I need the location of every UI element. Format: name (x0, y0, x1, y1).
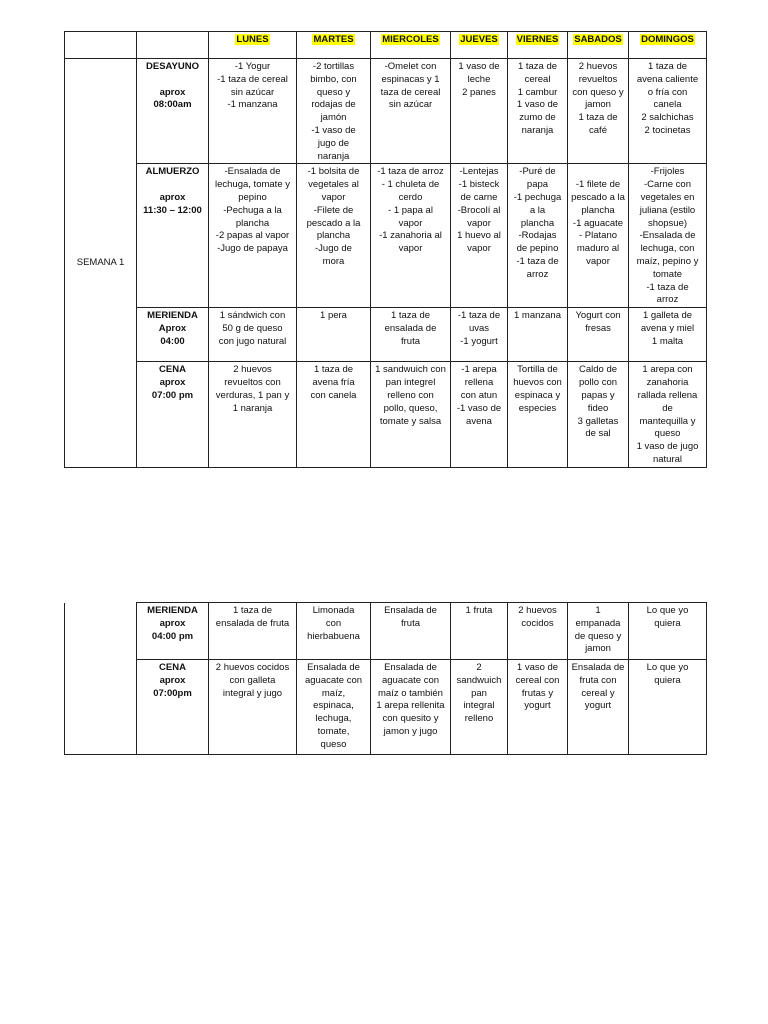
meal-cell: Lo que yo quiera (629, 660, 707, 755)
meal-row-merienda (65, 308, 707, 362)
week-label: SEMANA 1 (65, 59, 137, 468)
meal-cell: 1 taza de ensalada de fruta (371, 308, 451, 362)
meal-cell: 1 taza de avena caliente o fría con canela 2 salchichas 2 tocinetas (629, 59, 707, 164)
week1-meal-table (64, 31, 707, 468)
week-label-cell (65, 603, 137, 755)
meal-cell: 1 fruta (451, 603, 508, 660)
meal-cell: 1 sandwuich con pan integrel relleno con pollo, queso, tomate y salsa (371, 362, 451, 467)
meal-cell: Caldo de pollo con papas y fideo 3 galletas de sal (568, 362, 629, 467)
meal-cell: 1 sándwich con 50 g de queso con jugo natural (209, 308, 297, 362)
day-header-lunes (209, 32, 297, 59)
meal-cell: -1 arepa rellena con atun -1 vaso de avena (451, 362, 508, 467)
meal-name: MERIENDA Aprox 04:00 (137, 308, 209, 362)
day-header-martes (297, 32, 371, 59)
meal-cell: Ensalada de aguacate con maíz o también 1 arepa rellenita con quesito y jamon y jugo (371, 660, 451, 755)
meal-cell: -Ensalada de lechuga, tomate y pepino -Pechuga a la plancha -2 papas al vapor -Jugo de papaya (209, 164, 297, 308)
day-label: SABADOS (574, 34, 622, 45)
meal-cell: 1 galleta de avena y miel 1 malta (629, 308, 707, 362)
meal-cell: -1 Yogur -1 taza de cereal sin azúcar -1 manzana (209, 59, 297, 164)
day-header-row (65, 32, 707, 59)
meal-cell: 1 taza de avena fría con canela (297, 362, 371, 467)
meal-row-cena (65, 362, 707, 467)
meal-cell: 1 arepa con zanahoria rallada rellena de mantequilla y queso 1 vaso de jugo natural (629, 362, 707, 467)
meal-cell: Yogurt con fresas (568, 308, 629, 362)
meal-cell: 1 vaso de leche 2 panes (451, 59, 508, 164)
meal-row-merienda (65, 603, 707, 660)
blank-corner-cell (65, 32, 137, 59)
week2-meal-table (64, 602, 707, 755)
day-label: LUNES (236, 34, 269, 45)
meal-cell: 1 manzana (508, 308, 568, 362)
meal-name: MERIENDA aprox 04:00 pm (137, 603, 209, 660)
meal-name: ALMUERZO aprox 11:30 – 12:00 (137, 164, 209, 308)
day-label: MIERCOLES (382, 34, 439, 45)
meal-name: CENA aprox 07:00 pm (137, 362, 209, 467)
meal-cell: -Lentejas -1 bisteck de carne -Brocolí al vapor 1 huevo al vapor (451, 164, 508, 308)
day-label: JUEVES (460, 34, 498, 45)
day-header-jueves (451, 32, 508, 59)
meal-cell: Lo que yo quiera (629, 603, 707, 660)
day-label: MARTES (313, 34, 354, 45)
meal-cell: 2 huevos revueltos con verduras, 1 pan y 1 naranja (209, 362, 297, 467)
meal-cell: Ensalada de aguacate con maíz, espinaca, lechuga, tomate, queso (297, 660, 371, 755)
meal-cell: 1 empanada de queso y jamon (568, 603, 629, 660)
meal-cell: -2 tortillas bimbo, con queso y rodajas de jamón -1 vaso de jugo de naranja (297, 59, 371, 164)
meal-cell: Ensalada de fruta (371, 603, 451, 660)
day-label: DOMINGOS (641, 34, 694, 45)
meal-row-almuerzo (65, 164, 707, 308)
meal-row-cena (65, 660, 707, 755)
meal-cell: 2 huevos revueltos con queso y jamon 1 taza de café (568, 59, 629, 164)
meal-cell: -1 bolsita de vegetales al vapor -Filete de pescado a la plancha -Jugo de mora (297, 164, 371, 308)
meal-cell: Ensalada de fruta con cereal y yogurt (568, 660, 629, 755)
day-header-miercoles (371, 32, 451, 59)
day-header-domingos (629, 32, 707, 59)
meal-cell: 1 pera (297, 308, 371, 362)
meal-cell: 2 sandwuich pan integral relleno (451, 660, 508, 755)
meal-cell: 2 huevos cocidos con galleta integral y jugo (209, 660, 297, 755)
meal-name: DESAYUNO aprox 08:00am (137, 59, 209, 164)
meal-cell: 1 taza de ensalada de fruta (209, 603, 297, 660)
meal-row-desayuno (65, 59, 707, 164)
day-header-viernes (508, 32, 568, 59)
day-label: VIERNES (516, 34, 559, 45)
meal-cell: -Frijoles -Carne con vegetales en juliana (estilo shopsue) -Ensalada de lechuga, con maíz, pepino y tomate -1 taza de arroz (629, 164, 707, 308)
meal-cell: Tortilla de huevos con espinaca y especies (508, 362, 568, 467)
meal-cell: 1 taza de cereal 1 cambur 1 vaso de zumo de naranja (508, 59, 568, 164)
meal-cell: -1 taza de arroz - 1 chuleta de cerdo - 1 papa al vapor -1 zanahoria al vapor (371, 164, 451, 308)
meal-cell: 1 vaso de cereal con frutas y yogurt (508, 660, 568, 755)
meal-cell: 2 huevos cocidos (508, 603, 568, 660)
meal-cell: -Omelet con espinacas y 1 taza de cereal sin azúcar (371, 59, 451, 164)
day-header-sabados (568, 32, 629, 59)
blank-meal-header-cell (137, 32, 209, 59)
meal-cell: -Puré de papa -1 pechuga a la plancha -Rodajas de pepino -1 taza de arroz (508, 164, 568, 308)
meal-cell: -1 filete de pescado a la plancha -1 aguacate - Platano maduro al vapor (568, 164, 629, 308)
meal-cell: -1 taza de uvas -1 yogurt (451, 308, 508, 362)
meal-cell: Limonada con hierbabuena (297, 603, 371, 660)
meal-name: CENA aprox 07:00pm (137, 660, 209, 755)
